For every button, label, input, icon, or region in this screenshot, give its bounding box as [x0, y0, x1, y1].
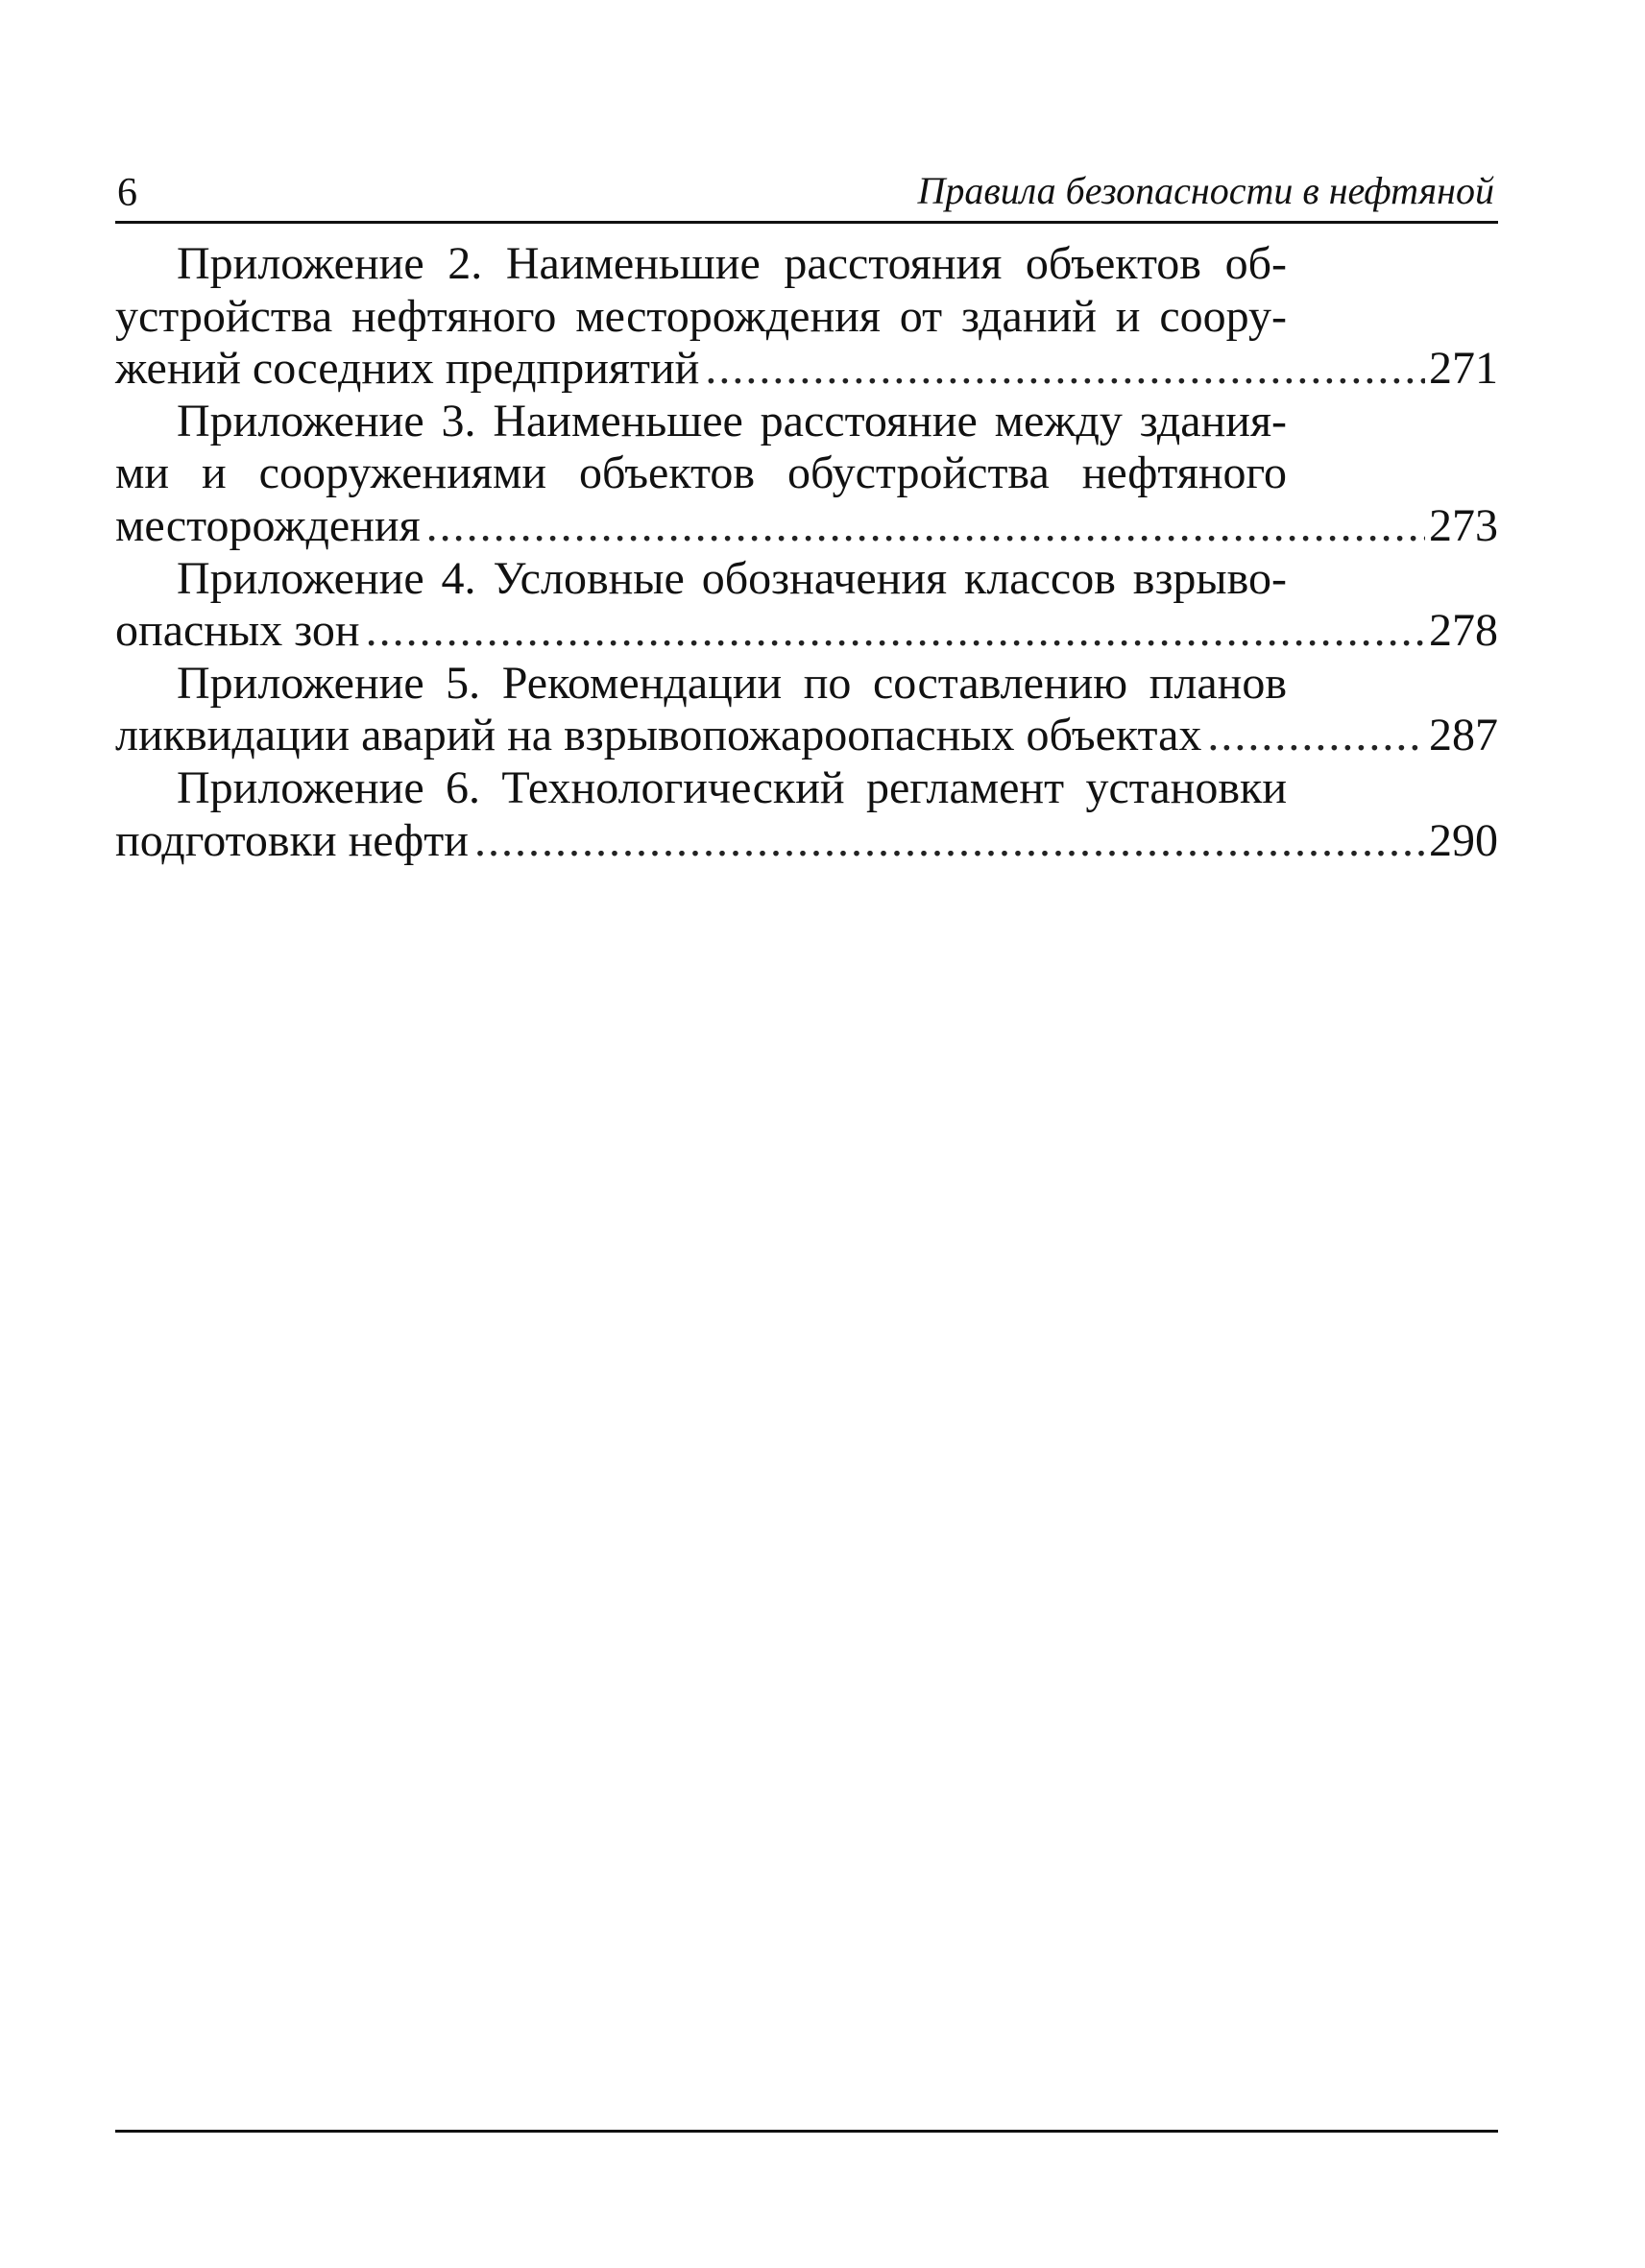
toc-entry-text-line: Приложение 5. Рекомендации по составлению планов	[177, 657, 1287, 709]
running-header	[115, 161, 1498, 224]
toc-entry-text-line: Приложение 3. Наименьшее расстояние между здания-	[177, 395, 1287, 446]
document-page	[115, 0, 1498, 2268]
toc-entry-text-line: Приложение 2. Наименьшие расстояния объектов об-	[177, 238, 1287, 289]
toc-entry-appendix-6	[115, 762, 1498, 867]
toc-entry-last-line	[115, 815, 1498, 868]
toc-entry-last-line	[115, 500, 1498, 553]
toc-page-number: 287	[1429, 710, 1498, 761]
toc-entry-text-line: ликвидации аварий на взрывопожароопасных объектах	[115, 710, 1202, 761]
toc-entry-text-line: ми и сооружениями объектов обустройства нефтяного	[115, 447, 1287, 499]
dot-leader	[1207, 710, 1425, 762]
toc-entry-text-line: жений соседних предприятий	[115, 343, 700, 395]
toc-entry-appendix-5	[115, 658, 1498, 762]
toc-entry-text-line: Приложение 6. Технологический регламент установки	[177, 761, 1287, 813]
toc-entry-appendix-2	[115, 238, 1498, 396]
toc-page-number: 273	[1429, 499, 1498, 551]
toc-entry-text-line: подготовки нефти	[115, 814, 469, 866]
toc-entry-last-line	[115, 343, 1498, 396]
toc-entry-text-line: месторождения	[115, 499, 421, 551]
dot-leader	[426, 500, 1425, 553]
toc-page-number: 290	[1429, 814, 1498, 866]
footer-rule	[115, 2130, 1498, 2133]
table-of-contents	[115, 238, 1498, 867]
toc-entry-text-line: опасных зон	[115, 605, 360, 657]
toc-page-number: 271	[1429, 343, 1498, 395]
toc-entry-appendix-4	[115, 553, 1498, 658]
dot-leader	[705, 343, 1425, 396]
toc-entry-appendix-3	[115, 396, 1498, 553]
toc-entry-last-line	[115, 605, 1498, 658]
dot-leader	[366, 605, 1425, 658]
dot-leader	[474, 815, 1425, 868]
running-title: Правила безопасности в нефтяной	[917, 169, 1494, 212]
toc-entry-last-line	[115, 710, 1498, 762]
page-number: 6	[117, 171, 137, 215]
toc-entry-text-line: устройства нефтяного месторождения от зданий и соору-	[115, 290, 1287, 342]
toc-entry-text-line: Приложение 4. Условные обозначения классов взрыво-	[177, 552, 1287, 604]
toc-page-number: 278	[1429, 605, 1498, 657]
